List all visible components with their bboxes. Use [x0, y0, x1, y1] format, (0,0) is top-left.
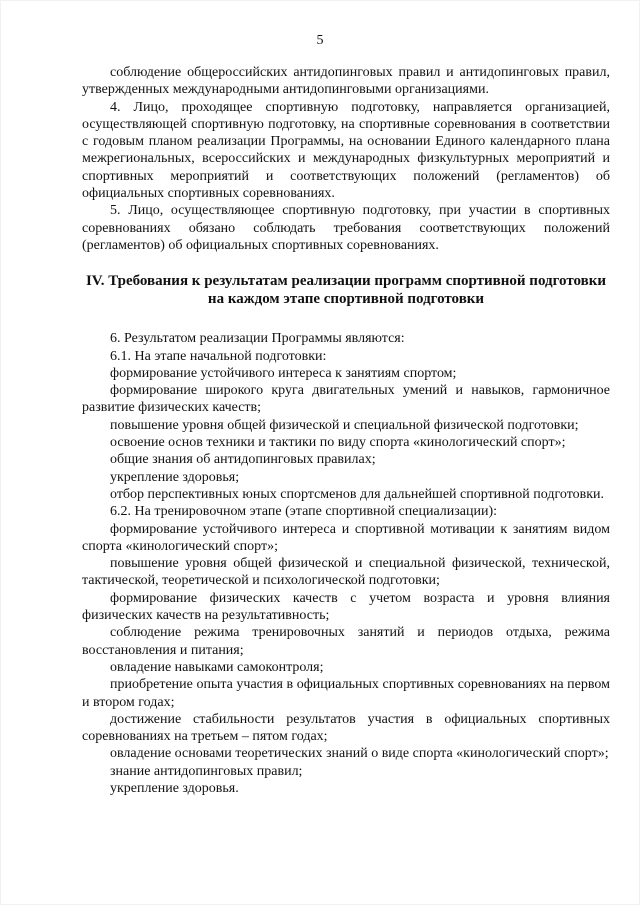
list-item: овладение основами теоретических знаний о виде спорта «кинологический спорт»; [110, 746, 609, 762]
item-6-results: 6. Результатом реализации Программы являются: [110, 331, 405, 347]
item-6-1-initial-stage: 6.1. На этапе начальной подготовки: [110, 348, 327, 364]
section-spacer [82, 254, 610, 272]
section-heading-line-2: на каждом этапе спортивной подготовки [207, 291, 485, 308]
paragraph-5-obligation: 5. Лицо, осуществляющее спортивную подготовку, при участии в спортивных соревнованиях обязано соблюдать требования соответствующих положений (регламентов) об официальных спортивных соревнованиях. [82, 203, 610, 253]
list-item: повышение уровня общей физической и специальной физической подготовки; [110, 417, 579, 433]
list-item: формирование физических качеств с учетом возраста и уровня влияния физических качеств на результативность; [82, 590, 610, 624]
document-body [82, 64, 610, 797]
item-6-2-training-stage: 6.2. На тренировочном этапе (этапе спортивной специализации): [110, 504, 498, 520]
list-item: укрепление здоровья. [110, 780, 239, 796]
list-item: достижение стабильности результатов участия в официальных спортивных соревнованиях на третьем – пятом годах; [82, 711, 610, 745]
list-item: отбор перспективных юных спортсменов для дальнейшей спортивной подготовки. [110, 486, 605, 502]
paragraph-doping-rules: соблюдение общероссийских антидопинговых правил и антидопинговых правил, утвержденных международными антидопинговыми организациями. [82, 65, 610, 98]
list-item: укрепление здоровья; [110, 469, 240, 485]
list-item: формирование широкого круга двигательных умений и навыков, гармоничное развитие физических качеств; [82, 383, 610, 416]
heading-spacer [82, 308, 610, 330]
list-item: приобретение опыта участия в официальных спортивных соревнованиях на первом и втором годах; [82, 677, 610, 710]
list-item: знание антидопинговых правил; [110, 763, 303, 779]
paragraph-4-direction: 4. Лицо, проходящее спортивную подготовку, направляется организацией, осуществляющей спортивную подготовку, на спортивные соревнования в соответствии с годовым планом реализации Программы, на основании Единого календарного плана межрегиональных, всероссийских и международных физкультурных мероприятий и спортивных мероприятий и соответствующих положений (регламентов) об официальных спортивных соревнованиях. [82, 99, 610, 202]
list-item: соблюдение режима тренировочных занятий и периодов отдыха, режима восстановления и питания; [82, 625, 610, 658]
list-item: формирование устойчивого интереса и спортивной мотивации к занятиям видом спорта «кинологический спорт»; [82, 521, 610, 554]
page-number: 5 [316, 33, 324, 48]
section-heading [82, 272, 610, 308]
list-item: освоение основ техники и тактики по виду спорта «кинологический спорт»; [110, 435, 566, 451]
list-item: повышение уровня общей физической и специальной физической, технической, тактической, теоретической и психологической подготовки; [82, 556, 610, 589]
list-item: формирование устойчивого интереса к занятиям спортом; [110, 365, 457, 381]
list-item: общие знания об антидопинговых правилах; [110, 452, 376, 468]
section-heading-line-1: IV. Требования к результатам реализации программ спортивной подготовки [85, 273, 607, 290]
list-item: овладение навыками самоконтроля; [110, 659, 324, 675]
